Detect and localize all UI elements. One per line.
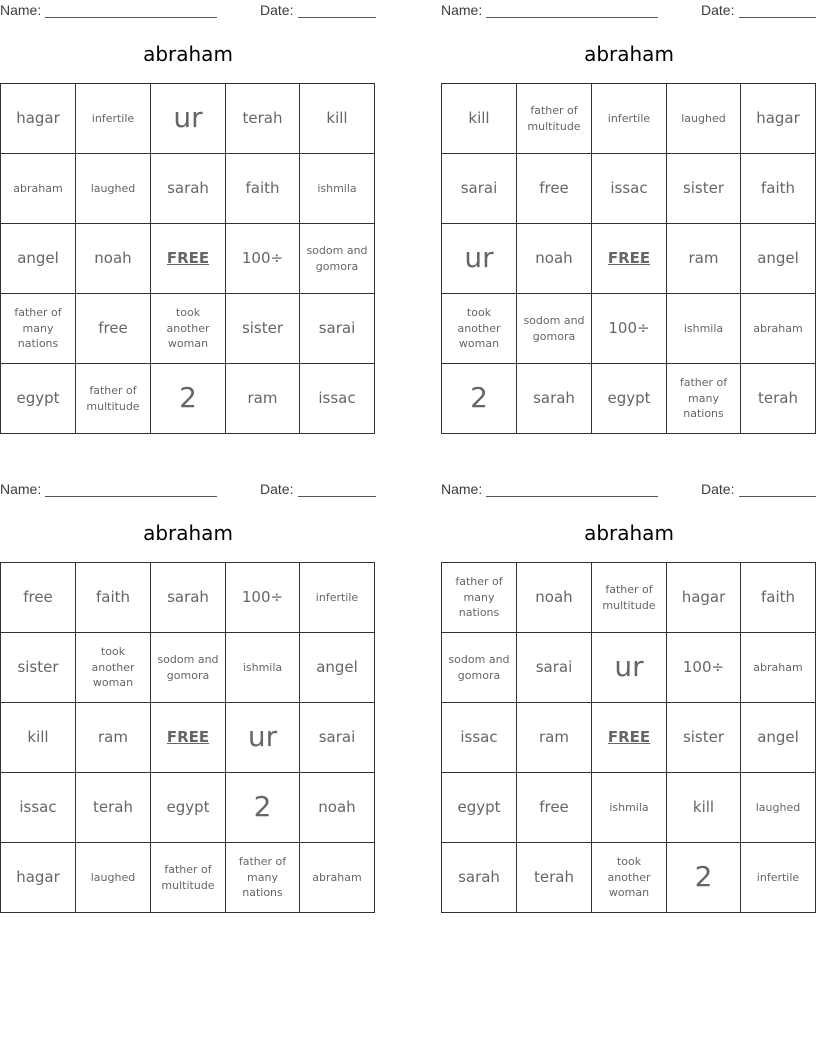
bingo-cell[interactable]: issac [1, 773, 76, 843]
name-field-line[interactable] [486, 496, 658, 497]
bingo-cell[interactable]: sodom and gomora [300, 224, 375, 294]
bingo-cell[interactable]: 2 [151, 364, 226, 434]
bingo-grid [441, 83, 816, 434]
bingo-cell[interactable]: egypt [442, 773, 517, 843]
bingo-cell[interactable]: infertile [592, 84, 667, 154]
bingo-cell[interactable]: father of multitude [151, 843, 226, 913]
bingo-cell[interactable]: egypt [592, 364, 667, 434]
date-label: Date: [260, 2, 294, 18]
bingo-cell[interactable]: terah [517, 843, 592, 913]
bingo-cell[interactable]: ram [517, 703, 592, 773]
date-label: Date: [701, 2, 735, 18]
bingo-cell[interactable]: sarah [151, 563, 226, 633]
bingo-cell[interactable]: free [1, 563, 76, 633]
bingo-cell[interactable]: kill [1, 703, 76, 773]
bingo-cell[interactable]: sodom and gomora [442, 633, 517, 703]
bingo-cell[interactable]: ishmila [667, 294, 741, 364]
bingo-cell[interactable]: took another woman [442, 294, 517, 364]
bingo-cell[interactable]: 100÷ [592, 294, 667, 364]
bingo-card-4 [441, 479, 816, 919]
bingo-cell[interactable]: ur [442, 224, 517, 294]
bingo-card-2 [441, 0, 816, 440]
bingo-cell[interactable]: kill [667, 773, 741, 843]
bingo-cell[interactable]: sister [667, 154, 741, 224]
bingo-cell[interactable]: hagar [741, 84, 816, 154]
bingo-card-1 [0, 0, 376, 440]
bingo-cell[interactable]: father of many nations [226, 843, 300, 913]
date-field-line[interactable] [739, 17, 816, 18]
free-space-cell[interactable]: FREE [151, 703, 226, 773]
bingo-cell[interactable]: father of many nations [442, 563, 517, 633]
name-date-row [441, 2, 816, 20]
bingo-cell[interactable]: took another woman [151, 294, 226, 364]
card-title: abraham [143, 42, 233, 66]
name-date-row [0, 2, 376, 20]
bingo-cell[interactable]: ram [76, 703, 151, 773]
bingo-cell[interactable]: ur [226, 703, 300, 773]
bingo-cell[interactable]: father of many nations [667, 364, 741, 434]
bingo-cell[interactable]: faith [741, 563, 816, 633]
bingo-cell[interactable]: father of many nations [1, 294, 76, 364]
bingo-cell[interactable]: terah [76, 773, 151, 843]
bingo-cell[interactable]: sarah [517, 364, 592, 434]
bingo-cell[interactable]: sarah [442, 843, 517, 913]
date-field-line[interactable] [298, 17, 376, 18]
bingo-cell[interactable]: angel [741, 703, 816, 773]
bingo-cell[interactable]: angel [1, 224, 76, 294]
bingo-cell[interactable]: egypt [151, 773, 226, 843]
bingo-cell[interactable]: sarai [517, 633, 592, 703]
bingo-cell[interactable]: father of multitude [592, 563, 667, 633]
bingo-cell[interactable]: terah [741, 364, 816, 434]
bingo-cell[interactable]: infertile [741, 843, 816, 913]
name-label: Name: [0, 2, 42, 18]
name-label: Name: [0, 481, 42, 497]
bingo-cell[interactable]: faith [226, 154, 300, 224]
bingo-cell[interactable]: kill [300, 84, 375, 154]
bingo-cell[interactable]: hagar [1, 843, 76, 913]
bingo-cell[interactable]: sarai [300, 703, 375, 773]
bingo-cell[interactable]: hagar [667, 563, 741, 633]
bingo-cell[interactable]: sister [1, 633, 76, 703]
card-title: abraham [584, 42, 674, 66]
bingo-cell[interactable]: angel [741, 224, 816, 294]
bingo-cell[interactable]: free [517, 773, 592, 843]
bingo-cell[interactable]: kill [442, 84, 517, 154]
bingo-grid [0, 562, 375, 913]
bingo-cell[interactable]: infertile [300, 563, 375, 633]
bingo-cell[interactable]: laughed [667, 84, 741, 154]
name-date-row [441, 481, 816, 499]
bingo-cell[interactable]: sarai [442, 154, 517, 224]
bingo-cell[interactable]: sister [226, 294, 300, 364]
card-title: abraham [584, 521, 674, 545]
date-label: Date: [260, 481, 294, 497]
bingo-cell[interactable]: ur [592, 633, 667, 703]
free-space-cell[interactable]: FREE [592, 703, 667, 773]
free-space-cell[interactable]: FREE [151, 224, 226, 294]
bingo-cell[interactable]: father of multitude [76, 364, 151, 434]
bingo-cell[interactable]: laughed [76, 154, 151, 224]
bingo-cell[interactable]: infertile [76, 84, 151, 154]
bingo-cell[interactable]: sarah [151, 154, 226, 224]
bingo-card-3 [0, 479, 376, 919]
bingo-cell[interactable]: free [76, 294, 151, 364]
bingo-cell[interactable]: ishmila [300, 154, 375, 224]
bingo-cell[interactable]: abraham [1, 154, 76, 224]
bingo-cell[interactable]: issac [442, 703, 517, 773]
bingo-cell[interactable]: ram [226, 364, 300, 434]
bingo-cell[interactable]: ur [151, 84, 226, 154]
bingo-cell[interactable]: noah [76, 224, 151, 294]
bingo-cell[interactable]: terah [226, 84, 300, 154]
bingo-cell[interactable]: faith [76, 563, 151, 633]
bingo-cell[interactable]: 2 [667, 843, 741, 913]
bingo-cell[interactable]: sister [667, 703, 741, 773]
bingo-grid [441, 562, 816, 913]
bingo-cell[interactable]: angel [300, 633, 375, 703]
card-title: abraham [143, 521, 233, 545]
name-date-row [0, 481, 376, 499]
bingo-cell[interactable]: 2 [442, 364, 517, 434]
bingo-cell[interactable]: noah [517, 563, 592, 633]
name-field-line[interactable] [45, 496, 217, 497]
name-field-line[interactable] [45, 17, 217, 18]
name-label: Name: [441, 2, 483, 18]
name-label: Name: [441, 481, 483, 497]
bingo-cell[interactable]: egypt [1, 364, 76, 434]
bingo-cell[interactable]: ram [667, 224, 741, 294]
bingo-cell[interactable]: took another woman [592, 843, 667, 913]
bingo-cell[interactable]: issac [592, 154, 667, 224]
bingo-cell[interactable]: abraham [741, 633, 816, 703]
bingo-cell[interactable]: 100÷ [667, 633, 741, 703]
bingo-cell[interactable]: ishmila [592, 773, 667, 843]
bingo-cell[interactable]: ishmila [226, 633, 300, 703]
date-label: Date: [701, 481, 735, 497]
name-field-line[interactable] [486, 17, 658, 18]
bingo-cell[interactable]: sarai [300, 294, 375, 364]
bingo-cell[interactable]: 2 [226, 773, 300, 843]
date-field-line[interactable] [739, 496, 816, 497]
bingo-cell[interactable]: hagar [1, 84, 76, 154]
bingo-cell[interactable]: faith [741, 154, 816, 224]
bingo-cell[interactable]: free [517, 154, 592, 224]
bingo-cell[interactable]: 100÷ [226, 563, 300, 633]
bingo-cell[interactable]: took another woman [76, 633, 151, 703]
bingo-cell[interactable]: abraham [741, 294, 816, 364]
bingo-cell[interactable]: noah [300, 773, 375, 843]
bingo-cell[interactable]: noah [517, 224, 592, 294]
bingo-cell[interactable]: sodom and gomora [151, 633, 226, 703]
bingo-cell[interactable]: laughed [741, 773, 816, 843]
bingo-cell[interactable]: sodom and gomora [517, 294, 592, 364]
bingo-cell[interactable]: 100÷ [226, 224, 300, 294]
date-field-line[interactable] [298, 496, 376, 497]
bingo-grid [0, 83, 375, 434]
bingo-cell[interactable]: abraham [300, 843, 375, 913]
free-space-cell[interactable]: FREE [592, 224, 667, 294]
bingo-cell[interactable]: issac [300, 364, 375, 434]
bingo-cell[interactable]: father of multitude [517, 84, 592, 154]
bingo-cell[interactable]: laughed [76, 843, 151, 913]
